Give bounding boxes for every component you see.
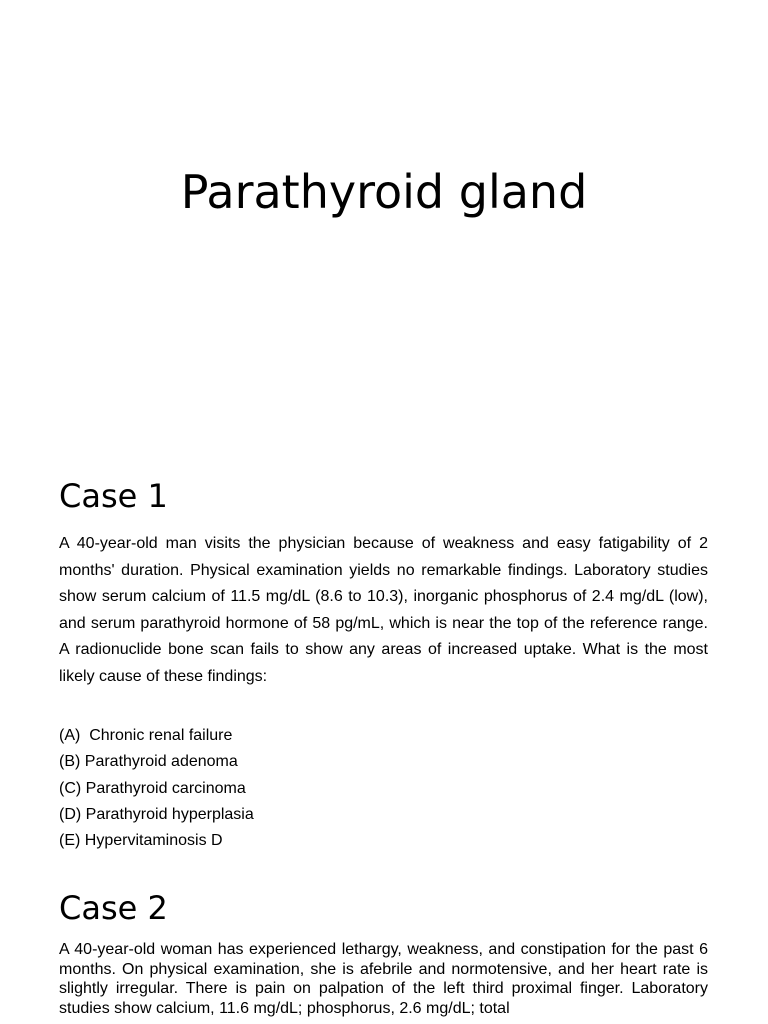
case-2-text: A 40-year-old woman has experienced lethargy, weakness, and constipation for the past 6 months. On physical examination, she is afebrile and normotensive, and her heart rate is slightly irregular. There is pain on palpation of the left third proximal finger. Laboratory studies show calcium, 11.6 mg/dL; phosphorus, 2.6 mg/dL; total [59,941,708,1017]
option-b: (B) Parathyroid adenoma [59,753,238,771]
option-a: (A) Chronic renal failure [59,727,233,744]
page-title: Parathyroid gland [180,165,588,219]
case-1-options [59,723,254,854]
option-c: (C) Parathyroid carcinoma [59,779,246,797]
option-d: (D) Parathyroid hyperplasia [59,805,254,823]
case-1-heading: Case 1 [59,477,168,515]
case-2-heading: Case 2 [59,889,168,927]
option-e: (E) Hypervitaminosis D [59,832,223,850]
case-1-text: A 40-year-old man visits the physician because of weakness and easy fatigability of 2 months' duration. Physical examination yields no remarkable findings. Laboratory studies show serum calcium of 11.5 mg/dL (8.6 to 10.3), inorganic phosphorus of 2.4 mg/dL (low), and serum parathyroid hormone of 58 pg/mL, which is near the top of the reference range. A radionuclide bone scan fails to show any areas of increased uptake. What is the most likely cause of these findings: [59,535,708,685]
